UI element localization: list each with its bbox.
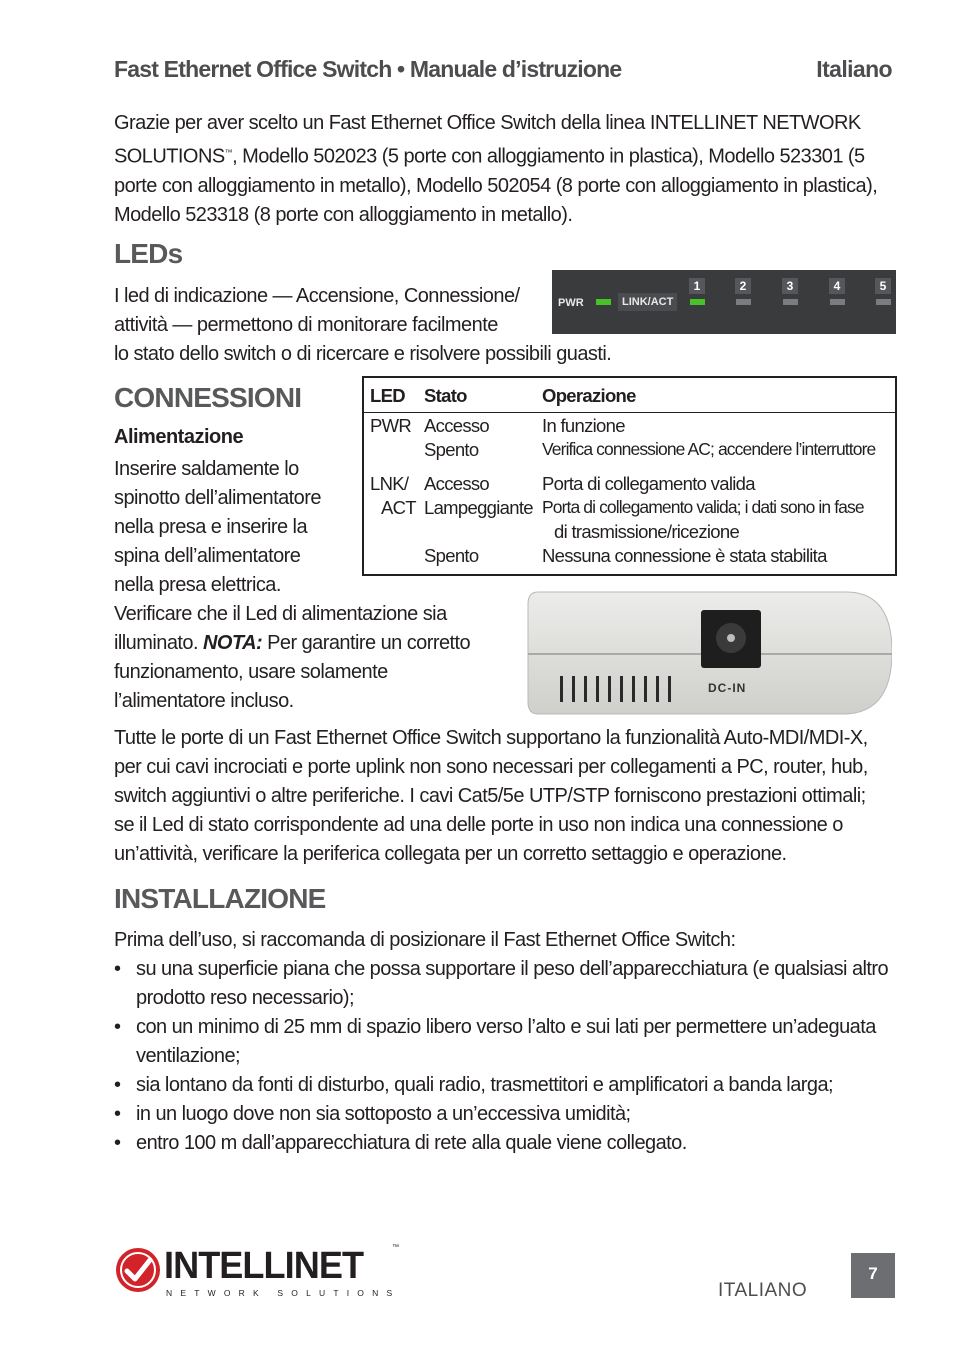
auto-mdi-line: se il Led di stato corrispondente ad una delle porte in uso non indica una connessione o: [114, 814, 843, 836]
note-line: [114, 629, 514, 658]
list-item: • entro 100 m dall’apparecchiatura di rete alla quale viene collegato.: [114, 1129, 894, 1158]
port-led: [783, 299, 798, 305]
table-cell-operazione: Porta di collegamento valida: [542, 473, 755, 494]
page-number: 7: [851, 1253, 895, 1298]
port-number: 5: [875, 278, 891, 294]
led-panel-image: [552, 270, 896, 334]
list-item: • sia lontano da fonti di disturbo, quali radio, trasmettitori e amplificatori a banda larga;: [114, 1071, 894, 1100]
table-header-stato: Stato: [424, 385, 467, 406]
port-number: 4: [829, 278, 845, 294]
alimentazione-line: nella presa e inserire la: [114, 516, 308, 538]
page-header-title: Fast Ethernet Office Switch • Manuale d’istruzione: [114, 56, 622, 82]
intro-text-1: Grazie per aver scelto un Fast Ethernet Office Switch della linea INTELLINET NETWORK SOLUTIONS: [114, 112, 861, 168]
dc-in-image: [526, 590, 892, 716]
table-cell-led: PWR: [370, 415, 412, 436]
alimentazione-line: nella presa elettrica.: [114, 574, 281, 596]
table-cell-led: LNK/: [370, 473, 409, 494]
leds-text-line2: attività — permettono di monitorare facilmente: [114, 314, 498, 336]
table-cell-stato: Spento: [424, 545, 479, 566]
table-cell-led: ACT: [381, 497, 416, 518]
auto-mdi-line: per cui cavi incrociati e porte uplink non sono necessari per collegamenti a PC, router, hub,: [114, 756, 868, 778]
alimentazione-line: Inserire saldamente lo: [114, 458, 299, 480]
pwr-label: PWR: [558, 297, 584, 309]
trademark-mark: ™: [224, 148, 233, 157]
linkact-label: LINK/ACT: [618, 293, 677, 311]
table-cell-stato: Accesso: [424, 473, 490, 494]
intellinet-logo: [114, 1244, 414, 1304]
footer-language: ITALIANO: [718, 1280, 808, 1301]
note-label: NOTA:: [203, 632, 263, 654]
port-led: [876, 299, 891, 305]
table-cell-operazione: In funzione: [542, 415, 625, 436]
port-led: [830, 299, 845, 305]
list-item: • con un minimo di 25 mm di spazio libero verso l’alto e sui lati per permettere un’adeguata ventilazione;: [114, 1013, 894, 1071]
note-line3: l’alimentatore incluso.: [114, 690, 294, 712]
logo-brand: INTELLINET: [164, 1245, 364, 1287]
note-prefix: illuminato.: [114, 632, 203, 654]
logo-tagline: NETWORK SOLUTIONS: [166, 1288, 401, 1298]
table-header-led: LED: [370, 385, 405, 406]
list-item: • in un luogo dove non sia sottoposto a un’eccessiva umidità;: [114, 1100, 894, 1129]
led-status-table: [362, 376, 897, 576]
table-header-operazione: Operazione: [542, 385, 636, 406]
installazione-heading: INSTALLAZIONE: [114, 883, 326, 914]
port-number: 1: [689, 278, 705, 294]
dc-in-label: DC-IN: [708, 681, 747, 695]
table-cell-operazione: Porta di collegamento valida; i dati sono in fase: [542, 497, 864, 517]
alimentazione-line: Verificare che il Led di alimentazione sia: [114, 603, 447, 625]
alimentazione-line: spina dell’alimentatore: [114, 545, 301, 567]
port-led: [690, 299, 705, 305]
port-number: 2: [735, 278, 751, 294]
note-rest: Per garantire un corretto: [262, 632, 471, 654]
connessioni-heading: CONNESSIONI: [114, 382, 302, 413]
port-led: [736, 299, 751, 305]
auto-mdi-paragraph: [114, 724, 904, 869]
intro-text-2: , Modello 502023 (5 porte con alloggiamento in plastica), Modello 523301 (5 porte con alloggiamento in metallo), Modello 502054 (8 porte con alloggiamento in plastica), Modello 523318 (8 porte con alloggiamento in metallo).: [114, 145, 878, 226]
installazione-list: [114, 955, 894, 1158]
table-cell-stato: Lampeggiante: [424, 497, 533, 518]
intro-paragraph: [114, 109, 904, 230]
installazione-intro: Prima dell’uso, si raccomanda di posizionare il Fast Ethernet Office Switch:: [114, 929, 736, 951]
table-cell-stato: Spento: [424, 439, 479, 460]
alimentazione-line: spinotto dell’alimentatore: [114, 487, 321, 509]
alimentazione-subheading: Alimentazione: [114, 426, 244, 448]
page-header-language: Italiano: [816, 56, 892, 82]
auto-mdi-line: Tutte le porte di un Fast Ethernet Office Switch supportano la funzionalità Auto-MDI/MDI-X,: [114, 727, 868, 749]
table-cell-operazione: Verifica connessione AC; accendere l’interruttore: [542, 439, 876, 459]
note-line2: funzionamento, usare solamente: [114, 661, 388, 683]
port-number: 3: [782, 278, 798, 294]
list-item: • su una superficie piana che possa supportare il peso dell’apparecchiatura (e qualsiasi altro prodotto reso necessario);: [114, 955, 894, 1013]
table-cell-stato: Accesso: [424, 415, 490, 436]
logo-check-icon: [114, 1246, 162, 1294]
logo-trademark: ™: [392, 1244, 399, 1251]
table-cell-operazione: di trasmissione/ricezione: [554, 521, 740, 542]
auto-mdi-line: switch aggiuntivi o altre periferiche. I cavi Cat5/5e UTP/STP forniscono prestazioni ottimali;: [114, 785, 866, 807]
leds-text-line3: lo stato dello switch o di ricercare e risolvere possibili guasti.: [114, 343, 612, 365]
table-cell-operazione: Nessuna connessione è stata stabilita: [542, 545, 827, 566]
auto-mdi-line: un’attività, verificare la periferica collegata per un corretto settaggio e operazione.: [114, 843, 787, 865]
leds-heading: LEDs: [114, 238, 183, 269]
pwr-led: [596, 299, 611, 305]
leds-text-line1: I led di indicazione — Accensione, Connessione/: [114, 285, 520, 307]
